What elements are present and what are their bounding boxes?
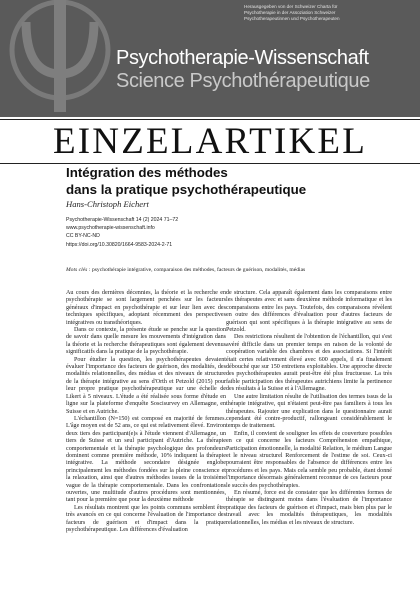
body-column-right xyxy=(226,290,392,527)
article-author: Hans-Christoph Eichert xyxy=(66,199,149,209)
body-column-left xyxy=(66,290,226,534)
publisher-line: Psychotherapie in der Assoziation Schweizer xyxy=(244,10,336,15)
license-line: CC BY-NC-ND xyxy=(66,233,100,240)
keywords-list: psychothérapie intégrative, comparaison des méthodes, facteurs de guérison, modalités, médias xyxy=(91,267,306,273)
website-link[interactable]: www.psychotherapie-wissenschaft.info xyxy=(66,225,155,232)
divider-top xyxy=(0,119,420,120)
psi-letter-logo-icon xyxy=(6,0,114,116)
body-paragraph: Au cours des dernières décennies, la théorie et la recherche en psychothérapie se sont largement penchées sur les facteurs généraux d'impact en psychothérapie et sur leur lien avec des techniques spécifiques, adoptant récemment des perspectives intégratives ou transthéoriques. xyxy=(66,290,226,326)
publisher-line: Herausgegeben von der Schweizer Charta für xyxy=(244,4,338,9)
body-paragraph: Des restrictions résultent de l'obtention de l'échantillon, qui s'est avéré difficile dans un premier temps en raison de la volonté de coopération variable des chambres et des associations. Si l'intérêt était certes relativement élevé avec 600 appels, il n'a finalement débouché que sur 150 entretiens exploitables. Une approche directe des psychothérapeutes aurait peut-être été plus fructueuse. La très faible participation des thérapeutes autrichiens limite la pertinence des résultats à la Suisse et à l'Allemagne. xyxy=(226,334,392,393)
article-title xyxy=(66,164,396,198)
body-paragraph: de structure. Cela apparaît également dans les comparaisons entre les thérapeutes avec et sans deuxième méthode informatique et les comparaisons entre les pays. Toutefois, des comparaisons révèlent en outre des différences d'évaluation pour d'autres facteurs de guérison qui sont spécifiques à la thérapie intégrative au sens de Petzold. xyxy=(226,290,392,334)
keywords-label: Mots clés : xyxy=(66,267,91,273)
body-paragraph: En résumé, force est de constater que les différentes formes de thérapie se distinguent moins dans l'évaluation de l'importance pratique des facteurs de guérison et d'impact, mais bien plus par le travail avec les modalités thérapeutiques, les modalités relationnelles, les médias et les niveaux de structure. xyxy=(226,489,392,526)
section-title: EINZELARTIKEL xyxy=(52,121,368,162)
body-paragraph: Une autre limitation résulte de l'utilisation des termes issus de la thérapie intégrative, qui n'étaient peut-être pas familiers à tous les thérapeutes. Rajouter une explication dans le questionnaire aurait cependant été contre-productif, rallongeant considérablement le temps de traitement. xyxy=(226,393,392,430)
citation-line: Psychotherapie-Wissenschaft 14 (2) 2024 71–72 xyxy=(66,217,179,223)
journal-title-german: Psychotherapie-Wissenschaft xyxy=(116,47,369,69)
body-paragraph: Pour étudier la question, les psychothérapeutes devaient évaluer l'importance des facteurs de guérison, des modalités, des modalités relationnelles, des médias et des niveaux de structure de la thérapie intégrative au sens d'Orth et Petzold (2015) pour leur propre pratique psychothérapeutique sur une échelle de Likert à 5 niveaux. L'étude a été réalisée sous forme d'étude en ligne sur la plateforme d'enquête Soscisurvey en Allemagne, en Suisse et en Autriche. xyxy=(66,356,226,415)
doi-link[interactable]: https://doi.org/10.30820/1664-9583-2024-2-71 xyxy=(66,241,173,248)
journal-title-french: Science Psychothérapeutique xyxy=(116,70,370,92)
body-paragraph: L'échantillon (N=150) est composé en majorité de femmes. L'âge moyen est de 52 ans, ce qui est relativement élevé. Environ deux tiers des participant(e)s à l'étude viennent d'Allemagne, un tiers de Suisse et un seul participant d'Autriche. La thérapie comportementale et la thérapie psychologique des profondeurs dominent comme première méthode, 10% indiquent la thérapie intégrative. La méthode secondaire désignée englobe principalement les méthodes fondées sur la pleine conscience et la relaxation, ainsi que d'autres méthodes issues de la troisième vague de la thérapie comportementale. Dans les confrontations ouvertes, une multitude d'autres procédures sont mentionnées, tant pour la première que pour la deuxième méthode xyxy=(66,415,226,504)
journal-header xyxy=(0,0,420,117)
article-meta xyxy=(66,216,178,249)
article-title-line: dans la pratique psychothérapeutique xyxy=(66,182,307,197)
body-paragraph: Enfin, il convient de souligner les effets de couverture possibles en ce qui concerne les facteurs Compréhension empathique, Participation émotionnelle, la modalité Relation, le médium Langue et le niveau structurel Renforcement de l'estime de soi. Ceux-ci pourraient être responsables de l'absence de différences entre les procédures et les pays. Mais cela semble peu probable, étant donné l'importance désormais généralement reconnue de ces facteurs pour le succès des psychothérapies. xyxy=(226,430,392,489)
body-paragraph: Les résultats montrent que les points communs semblent être très avancés en ce qui concerne l'évaluation de l'importance des facteurs de guérison et d'impact dans la pratique psychothérapeutique. Les différences d'évaluation xyxy=(66,504,226,533)
keywords xyxy=(66,267,396,273)
publisher-line: Psychotherapeutinnen und Psychotherapeuten xyxy=(244,16,340,21)
article-title-line: Intégration des méthodes xyxy=(66,165,228,180)
body-paragraph: Dans ce contexte, la présente étude se penche sur la question de savoir dans quelle mesure les mouvements d'intégration dans la théorie et la recherche thérapeutiques sont également devenus significatifs dans la pratique de la psychothérapie. xyxy=(66,327,226,356)
publisher-note xyxy=(244,4,414,22)
